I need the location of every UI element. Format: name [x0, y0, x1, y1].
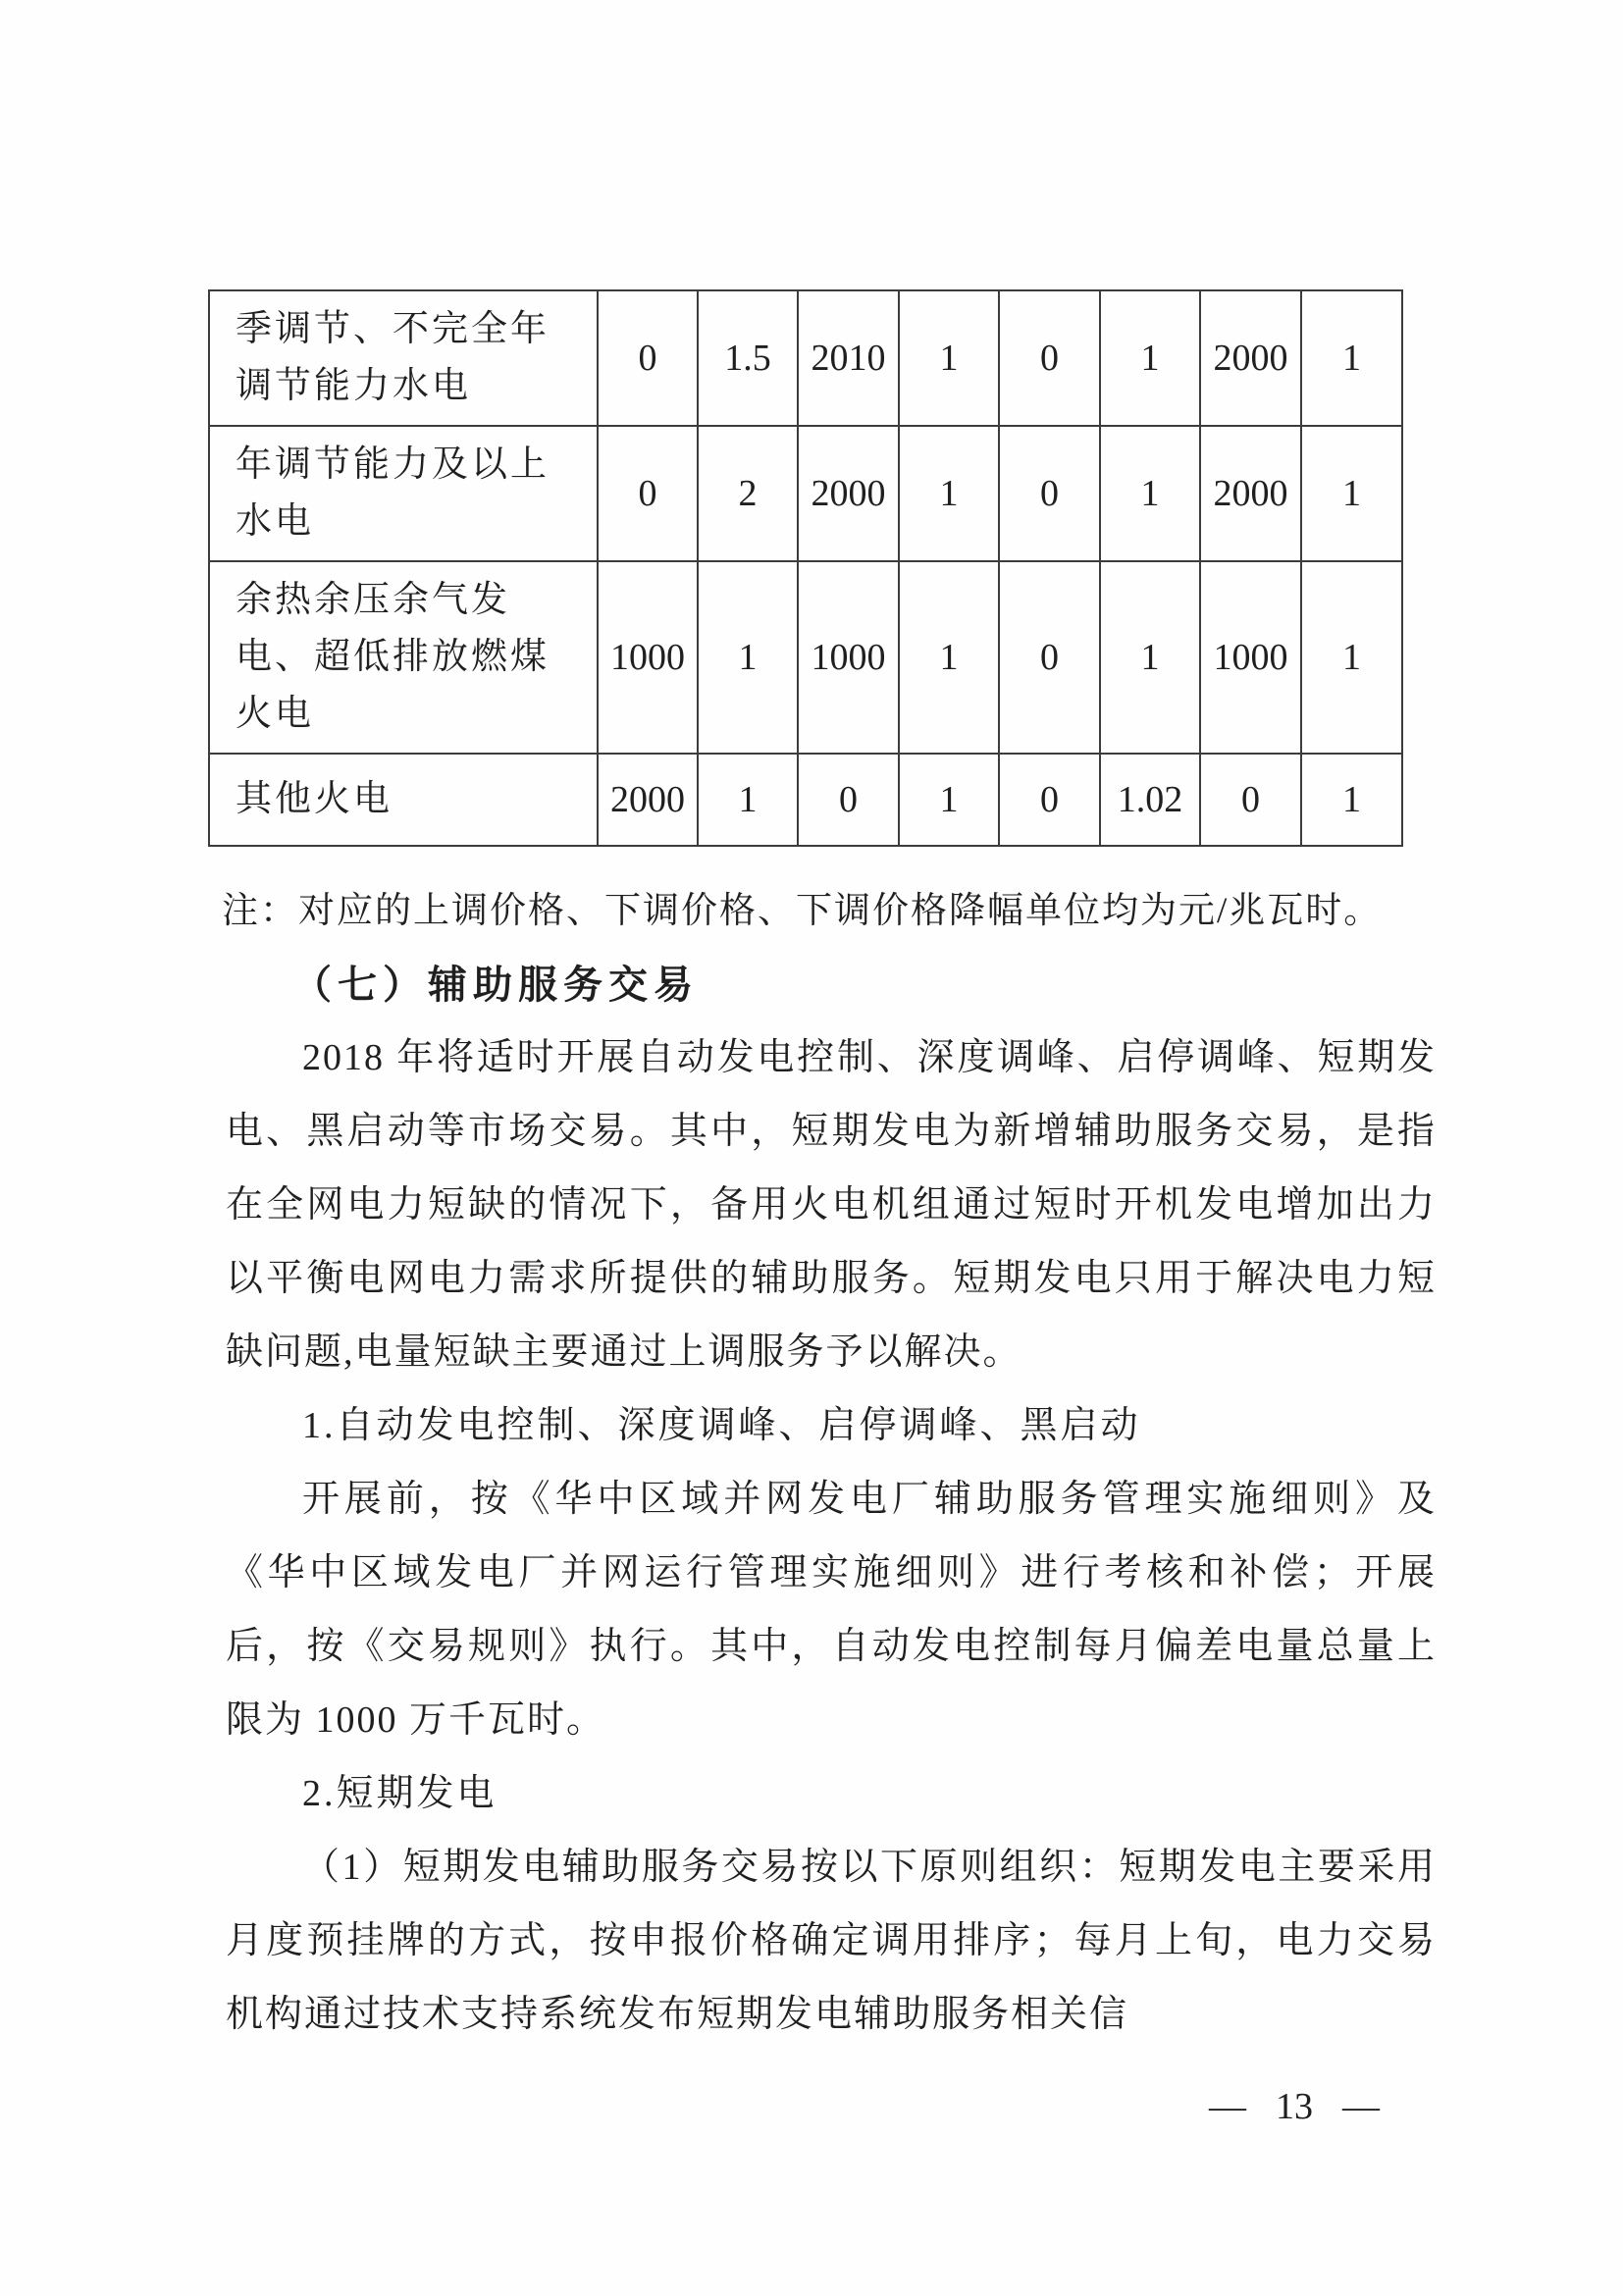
- table-cell: 2000: [1200, 290, 1301, 426]
- table-cell: 0: [999, 426, 1100, 561]
- row-label: 其他火电: [209, 754, 598, 846]
- table-cell: 0: [999, 290, 1100, 426]
- table-row: [209, 561, 1402, 754]
- table-cell: 2: [698, 426, 798, 561]
- table-cell: 1.02: [1100, 754, 1200, 846]
- table-cell: 1: [1301, 561, 1402, 754]
- table-cell: 2000: [1200, 426, 1301, 561]
- table-cell: 1: [899, 561, 999, 754]
- table-cell: 1: [1100, 561, 1200, 754]
- table-row: [209, 754, 1402, 846]
- table-cell: 0: [598, 290, 698, 426]
- table-cell: 0: [598, 426, 698, 561]
- footer-dash-left: —: [1209, 2086, 1246, 2127]
- table-cell: 1: [1301, 290, 1402, 426]
- table-cell: 1: [899, 426, 999, 561]
- table-cell: 0: [999, 754, 1100, 846]
- table-cell: 1: [1301, 426, 1402, 561]
- body-paragraph: 开展前，按《华中区域并网发电厂辅助服务管理实施细则》及《华中区域发电厂并网运行管理实施细则》进行考核和补偿；开展后，按《交易规则》执行。其中，自动发电控制每月偏差电量总量上限为 1000 万千瓦时。: [226, 1479, 1437, 1741]
- body-paragraph: （1）短期发电辅助服务交易按以下原则组织：短期发电主要采用月度预挂牌的方式，按申报价格确定调用排序；每月上旬，电力交易机构通过技术支持系统发布短期发电辅助服务相关信: [226, 1847, 1437, 2035]
- footer-dash-right: —: [1342, 2086, 1380, 2127]
- table-cell: 1000: [598, 561, 698, 754]
- table-cell: 1: [899, 754, 999, 846]
- page-content: [208, 289, 1437, 2052]
- numbered-subheading: 2.短期发电: [302, 1773, 497, 1814]
- table-note: 注：对应的上调价格、下调价格、下调价格降幅单位均为元/兆瓦时。: [222, 891, 1383, 931]
- table-cell: 2000: [798, 426, 899, 561]
- row-label: 余热余压余气发电、超低排放燃煤火电: [209, 561, 598, 754]
- table-cell: 2000: [598, 754, 698, 846]
- table-cell: 2010: [798, 290, 899, 426]
- table-cell: 0: [999, 561, 1100, 754]
- table-cell: 1: [1100, 426, 1200, 561]
- numbered-subheading: 1.自动发电控制、深度调峰、启停调峰、黑启动: [302, 1405, 1141, 1446]
- footer-number: 13: [1276, 2086, 1313, 2127]
- body-paragraph: 2018 年将适时开展自动发电控制、深度调峰、启停调峰、短期发电、黑启动等市场交易。其中，短期发电为新增辅助服务交易，是指在全网电力短缺的情况下，备用火电机组通过短时开机发电增加出力以平衡电网电力需求所提供的辅助服务。短期发电只用于解决电力短缺问题,电量短缺主要通过上调服务予以解决。: [226, 1037, 1437, 1373]
- table-cell: 1: [698, 754, 798, 846]
- table-cell: 1: [899, 290, 999, 426]
- row-label: 年调节能力及以上水电: [209, 426, 598, 561]
- table-cell: 1: [1100, 290, 1200, 426]
- table-row: [209, 426, 1402, 561]
- table-cell: 0: [1200, 754, 1301, 846]
- table-cell: 1000: [1200, 561, 1301, 754]
- table-cell: 1: [1301, 754, 1402, 846]
- table-cell: 0: [798, 754, 899, 846]
- table-cell: 1.5: [698, 290, 798, 426]
- table-cell: 1000: [798, 561, 899, 754]
- table-cell: 1: [698, 561, 798, 754]
- section-heading: （七）辅助服务交易: [292, 963, 699, 1007]
- price-parameter-table: [208, 289, 1403, 847]
- page-number: [1209, 2070, 1380, 2144]
- table-row: [209, 290, 1402, 426]
- row-label: 季调节、不完全年调节能力水电: [209, 290, 598, 426]
